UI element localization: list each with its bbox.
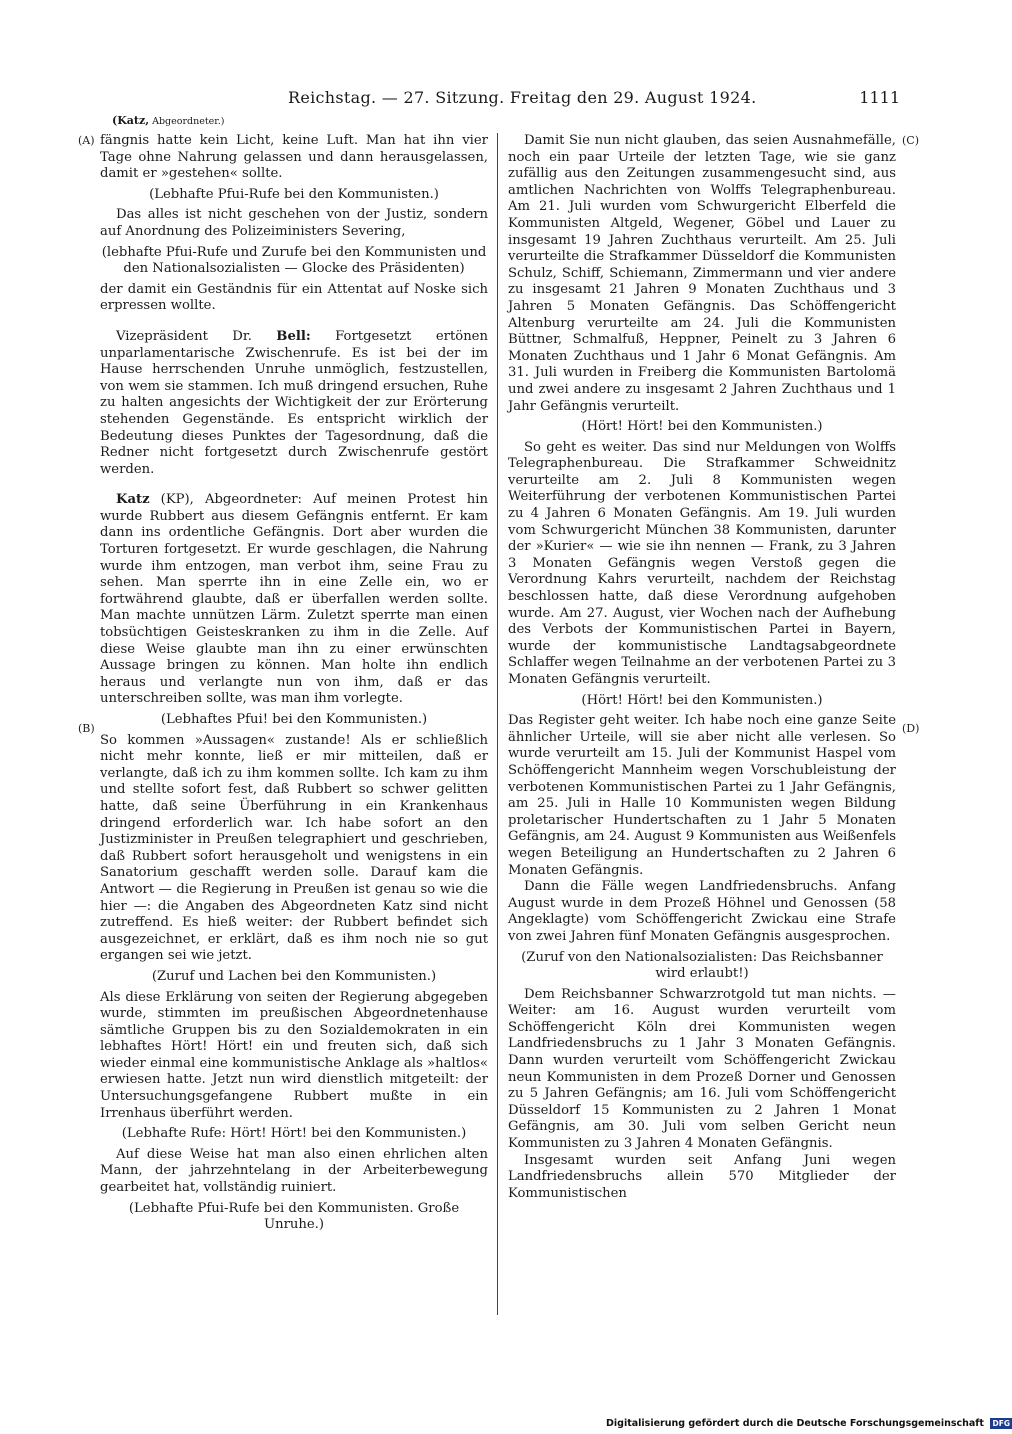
speaker-title: Vizepräsident Dr. [116,328,252,344]
paragraph: Dem Reichsbanner Schwarzrotgold tut man nichts. — Weiter: am 16. August wurden verurteilt vom Schöffengericht Köln drei Kommunisten wegen Landfriedensbruchs zu 1 Jahr 3 Monaten Gefängnis. Dann wurden verurteilt vom Schöffengericht Zwickau neun Kommunisten in dem Prozeß Dorner und Genossen zu 5 Jahren Gefängnis; am 16. Juli vom Schöffengericht Düsseldorf 15 Kommunisten zu 2 Jahren 1 Monat Gefängnis, am 30. Juli vom selben Gericht neun Kommunisten zu 3 Jahren 4 Monaten Gefängnis. [508,986,896,1152]
page-number: 1111 [859,88,900,107]
speech-katz [100,492,488,708]
paragraph: fängnis hatte kein Licht, keine Luft. Man hat ihn vier Tage ohne Nahrung gelassen und dann herausgelassen, damit er »gestehen« sollte. [100,133,488,182]
paragraph: Damit Sie nun nicht glauben, das seien Ausnahmefälle, noch ein paar Urteile der letzten Tage, wie sie ganz zufällig aus den Zeitungen zusammengesucht sind, aus amtlichen Nachrichten von Wolffs Telegraphenbureau. Am 21. Juli wurden vom Schwurgericht Elberfeld die Kommunisten Altgeld, Wegener, Göbel und Lauer zu insgesamt 19 Jahren Zuchthaus verurteilt. Am 25. Juli verurteilte die Strafkammer Düsseldorf die Kommunisten Schulz, Schiff, Schiemann, Zimmermann und vier andere zu insgesamt 21 Jahren 9 Monaten Zuchthaus und 3 Jahren 5 Monaten Gefängnis. Das Schöffengericht Altenburg verurteilte am 24. Juli die Kommunisten Büttner, Schmalfuß, Heppner, Peinelt zu 3 Jahren 6 Monaten Zuchthaus und 1 Jahr 6 Monat Gefängnis. Am 31. Juli wurden in Freiberg die Kommunisten Bartolomä und zwei andere zu insgesamt 2 Jahren Zuchthaus und 1 Jahr Gefängnis verurteilt. [508,133,896,414]
margin-mark-c: (C) [902,134,919,147]
interjection: (Zuruf und Lachen bei den Kommunisten.) [151,968,437,984]
speech-text: Fortgesetzt ertönen unparlamentarische Zwischenrufe. Es ist bei der im Hause herrschenden Unruhe unmöglich, festzustellen, von wem sie stammen. Ich muß dringend ersuchen, Ruhe zu halten angesichts der Wichtigkeit der zur Erörterung stehenden Gegenstände. Es entspricht wirklich der Bedeutung dieses Punktes der Tagesordnung, daß die Redner nicht fortgesetzt durch Zwischenrufe gestört werden. [100,328,488,477]
paragraph: Das Register geht weiter. Ich habe noch eine ganze Seite ähnlicher Urteile, will sie aber nicht alle verlesen. So wurde verurteilt am 15. Juli der Kommunist Haspel vom Schöffengericht Mannheim wegen Vorschubleistung der verbotenen Kommunistischen Partei zu 1 Jahr Gefängnis, am 25. Juli in Halle 10 Kommunisten wegen Bildung proletarischer Hundertschaften zu 1 Jahr 5 Monaten Gefängnis, am 24. August 9 Kommunisten aus Weißenfels wegen Beteiligung an Hundertschaften zu 2 Jahren 6 Monaten Gefängnis. [508,713,896,878]
paragraph: Dann die Fälle wegen Landfriedensbruchs. Anfang August wurde in dem Prozeß Höhnel und Genossen (58 Angeklagte) vom Schöffengericht Zwickau eine Strafe von zwei Jahren fünf Monaten Gefängnis ausgesprochen. [508,879,896,944]
dfg-logo: DFG [990,1418,1012,1429]
paragraph: der damit ein Geständnis für ein Attentat auf Noske sich erpressen wollte. [100,281,488,314]
paragraph: Insgesamt wurden seit Anfang Juni wegen Landfriedensbruchs allein 570 Mitglieder der Kommunistischen [508,1152,896,1201]
left-column [100,133,488,1238]
running-speaker-role: Abgeordneter.) [152,116,225,127]
interjection: (Lebhafte Pfui-Rufe bei den Kommunisten. Große Unruhe.) [128,1200,460,1233]
page-header [100,88,900,110]
page-title: Reichstag. — 27. Sitzung. Freitag den 29. August 1924. [288,88,757,107]
running-speaker-name: (Katz, [112,114,150,127]
interjection: (Hört! Hört! bei den Kommunisten.) [581,692,823,708]
margin-mark-b: (B) [78,722,95,735]
paragraph: Auf diese Weise hat man also einen ehrlichen alten Mann, der jahrzehntelang in der Arbeiterbewegung gearbeitet hat, vollständig ruiniert. [100,1146,488,1196]
interjection: (Lebhafte Rufe: Hört! Hört! bei den Kommunisten.) [121,1126,467,1142]
paragraph: Als diese Erklärung von seiten der Regierung abgegeben wurde, stimmten im preußischen Abgeordnetenhause sämtliche Gruppen bis zu den Sozialdemokraten in ein lebhaftes Hört! Hört! ein und freuten sich, daß sich wieder einmal eine kommunistische Anklage als »haltlos« erwiesen hatte. Jetzt nun wird dienstlich mitgeteilt: der Untersuchungsgefangene Rubbert mußte in ein Irrenhaus überführt werden. [100,989,488,1121]
margin-mark-d: (D) [902,722,920,735]
digitization-credit [606,1418,1011,1429]
paragraph: Das alles ist nicht geschehen von der Justiz, sondern auf Anordnung des Polizeiministers Severing, [100,207,488,239]
right-column [508,133,896,1202]
margin-mark-a: (A) [78,134,95,147]
speech-vice-president [100,329,488,478]
interjection: (Lebhafte Pfui-Rufe bei den Kommunisten.) [149,186,439,202]
speaker-name: Katz [116,492,150,508]
column-divider [497,133,498,1315]
paragraph: So geht es weiter. Das sind nur Meldungen von Wolffs Telegraphenbureau. Die Strafkammer Schweidnitz verurteilte am 2. Juli 8 Kommunisten wegen Weiterführung der verbotenen Kommunistischen Partei zu 4 Jahren 6 Monaten Gefängnis. Am 19. Juli wurden vom Schwurgericht München 38 Kommunisten, darunter der »Kurier« — wie sie ihn nennen — Frank, zu 3 Jahren 3 Monaten Gefängnis wegen Verstoß gegen die Verordnung Kahrs verurteilt, nachdem der Reichstag beschlossen hatte, daß diese Verordnung aufgehoben wurde. Am 27. August, vier Wochen nach der Aufhebung des Verbots der Kommunistischen Partei in Bayern, wurde der kommunistische Landtagsabgeordnete Schlaffer wegen Teilnahme an der verbotenen Partei zu 3 Monaten Gefängnis verurteilt. [508,439,896,687]
speaker-name: Bell: [276,328,311,344]
interjection: (lebhafte Pfui-Rufe und Zurufe bei den Kommunisten und den Nationalsozialisten — Glocke des Präsidenten) [101,244,487,277]
running-speaker-head [112,114,225,127]
credit-text: Digitalisierung gefördert durch die Deutsche Forschungsgemeinschaft [606,1418,984,1429]
paragraph: So kommen »Aussagen« zustande! Als er schließlich nicht mehr konnte, ließ er mir mitteilen, daß er verlangte, daß ich zu ihm kommen sollte. Ich kam zu ihm und stellte sofort fest, daß Rubbert so schwer gelitten hatte, daß seine Überführung in ein Krankenhaus dringend erforderlich war. Ich habe sofort an den Justizminister in Preußen telegraphiert und geschrieben, daß Rubbert sofort herausgeholt und wenigstens in ein Sanatorium geschafft werden solle. Darauf kam die Antwort — die Regierung in Preußen ist genau so wie die hier —: die Angaben des Abgeordneten Katz sind nicht zutreffend. Es hieß weiter: der Rubbert befindet sich ausgezeichnet, er erklärt, daß es ihm noch nie so gut ergangen sei wie jetzt. [100,732,488,964]
interjection: (Lebhaftes Pfui! bei den Kommunisten.) [160,712,428,727]
interjection: (Hört! Hört! bei den Kommunisten.) [581,419,823,435]
interjection: (Zuruf von den Nationalsozialisten: Das Reichsbanner wird erlaubt!) [521,949,883,982]
speech-text: (KP), Abgeordneter: Auf meinen Protest hin wurde Rubbert aus diesem Gefängnis entfernt. Er kam dann ins ordentliche Gefängnis. Dort aber wurden die Torturen fortgesetzt. Er wurde geschlagen, die Nahrung wurde ihm entzogen, man verbot ihm, seine Frau zu sehen. Man sperrte ihn in eine Zelle ein, wo er fortwährend glaubte, daß er überfallen werden sollte. Man machte unnützen Lärm. Zuletzt sperrte man einen tobsüchtigen Geisteskranken zu ihm in die Zelle. Auf diese Weise glaubte man ihn zu einer erwünschten Aussage bringen zu können. Man holte ihn endlich heraus und verlangte nun von ihm, daß er das unterschreiben sollte, was man ihm vorlegte. [100,492,488,707]
